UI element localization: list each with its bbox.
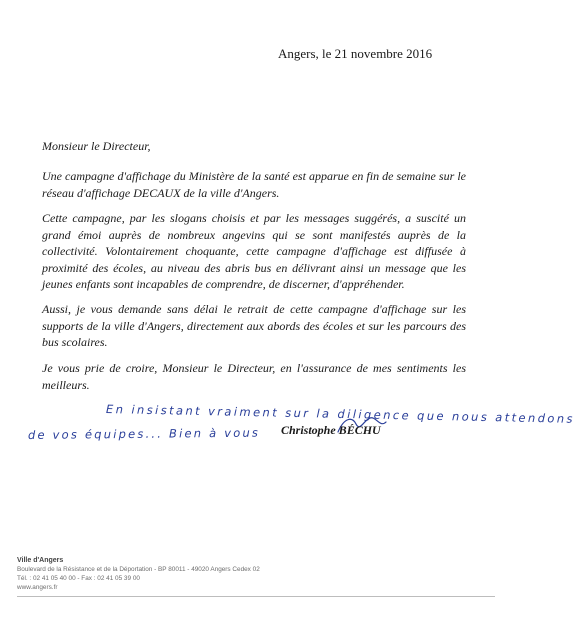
- handwritten-note: [27, 400, 575, 460]
- footer-website: www.angers.fr: [17, 584, 58, 591]
- signatory-name: Christophe BÉCHU: [281, 423, 381, 437]
- paragraph-3: Aussi, je vous demande sans délai le retrait de cette campagne d'affichage sur les supports de la ville d'Angers, directement aux abords des écoles et sur les parcours des bus scolaires.: [42, 302, 466, 349]
- paragraph-2: Cette campagne, par les slogans choisis et par les messages suggérés, a suscité un grand émoi auprès de nombreux angevins qui se sont manifestés auprès de la collectivité. Volontairement choquante, cette campagne d'affichage est diffusée à proximité des écoles, au niveau des abris bus en délivrant ainsi un message que les jeunes enfants sont incapables de comprendre, de discerner, d'appréhender.: [42, 211, 466, 291]
- letter-date: Angers, le 21 novembre 2016: [278, 46, 433, 61]
- footer-address: Boulevard de la Résistance et de la Déportation - BP 80011 - 49020 Angers Cedex 02: [17, 566, 260, 573]
- footer-phone-fax: Tél. : 02 41 05 40 00 - Fax : 02 41 05 39 00: [17, 575, 140, 582]
- handwritten-line-1: En insistant vraiment sur la diligence que nous attendons: [105, 402, 575, 426]
- salutation: Monsieur le Directeur,: [42, 139, 151, 153]
- closing-paragraph: Je vous prie de croire, Monsieur le Directeur, en l'assurance de mes sentiments les meilleurs.: [42, 361, 466, 392]
- letterhead-footer: [17, 556, 260, 592]
- handwritten-line-2: de vos équipes... Bien à vous: [27, 425, 261, 442]
- footer-organization: Ville d'Angers: [17, 557, 64, 564]
- footer-divider: [17, 596, 495, 597]
- paragraph-1: Une campagne d'affichage du Ministère de la santé est apparue en fin de semaine sur le réseau d'affichage DECAUX de la ville d'Angers.: [42, 169, 466, 200]
